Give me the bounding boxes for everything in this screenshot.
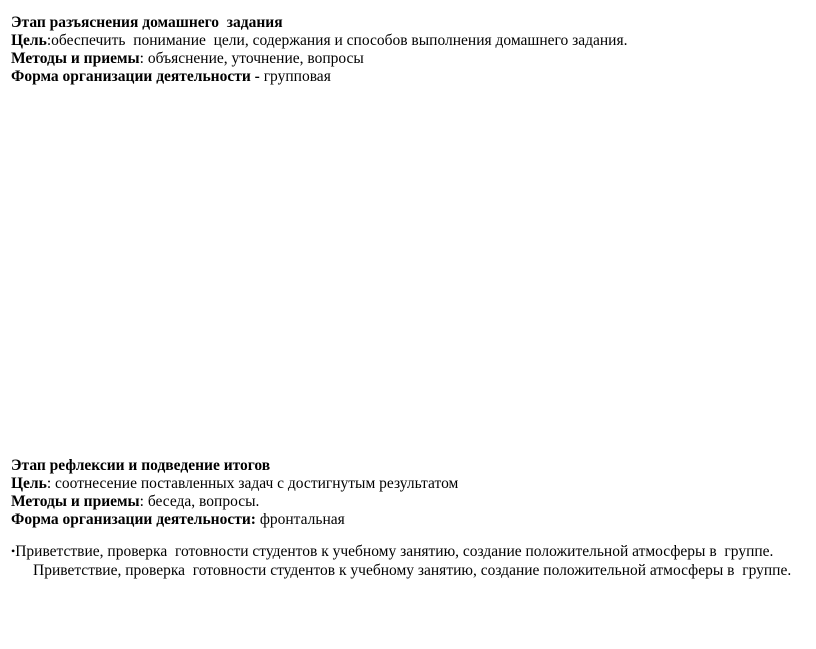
reflection-goal-label: Цель (11, 475, 47, 492)
greeting-text-line-2: Приветствие, проверка готовности студентов к учебному занятию, создание положительной атмосферы в группе. (33, 562, 792, 579)
reflection-methods-text: : беседа, вопросы. (139, 493, 260, 510)
greeting-text-line-1: Приветствие, проверка готовности студентов к учебному занятию, создание положительной атмосферы в группе. (15, 543, 774, 560)
homework-stage-section (11, 14, 627, 86)
homework-stage-title: Этап разъяснения домашнего задания (11, 14, 283, 31)
homework-form-label: Форма организации деятельности - (11, 68, 260, 85)
reflection-stage-title: Этап рефлексии и подведение итогов (11, 457, 271, 474)
reflection-methods-line (11, 493, 458, 511)
reflection-goal-text: : соотнесение поставленных задач с достигнутым результатом (46, 475, 459, 492)
homework-methods-label: Методы и приемы (11, 50, 140, 67)
homework-form-line (11, 68, 627, 86)
bullet-icon: • (11, 544, 16, 558)
reflection-form-label: Форма организации деятельности: (11, 511, 256, 528)
reflection-form-line (11, 511, 458, 529)
reflection-goal-line (11, 475, 458, 493)
reflection-methods-label: Методы и приемы (11, 493, 140, 510)
homework-methods-text: : объяснение, уточнение, вопросы (139, 50, 364, 67)
homework-form-text: групповая (259, 68, 331, 85)
homework-goal-label: Цель (11, 32, 47, 49)
homework-goal-text: :обеспечить понимание цели, содержания и способов выполнения домашнего задания. (46, 32, 628, 49)
reflection-stage-section (11, 457, 458, 529)
reflection-form-text: фронтальная (255, 511, 345, 528)
greeting-bullet-item (11, 542, 773, 561)
homework-methods-line (11, 50, 627, 68)
homework-goal-line (11, 32, 627, 50)
